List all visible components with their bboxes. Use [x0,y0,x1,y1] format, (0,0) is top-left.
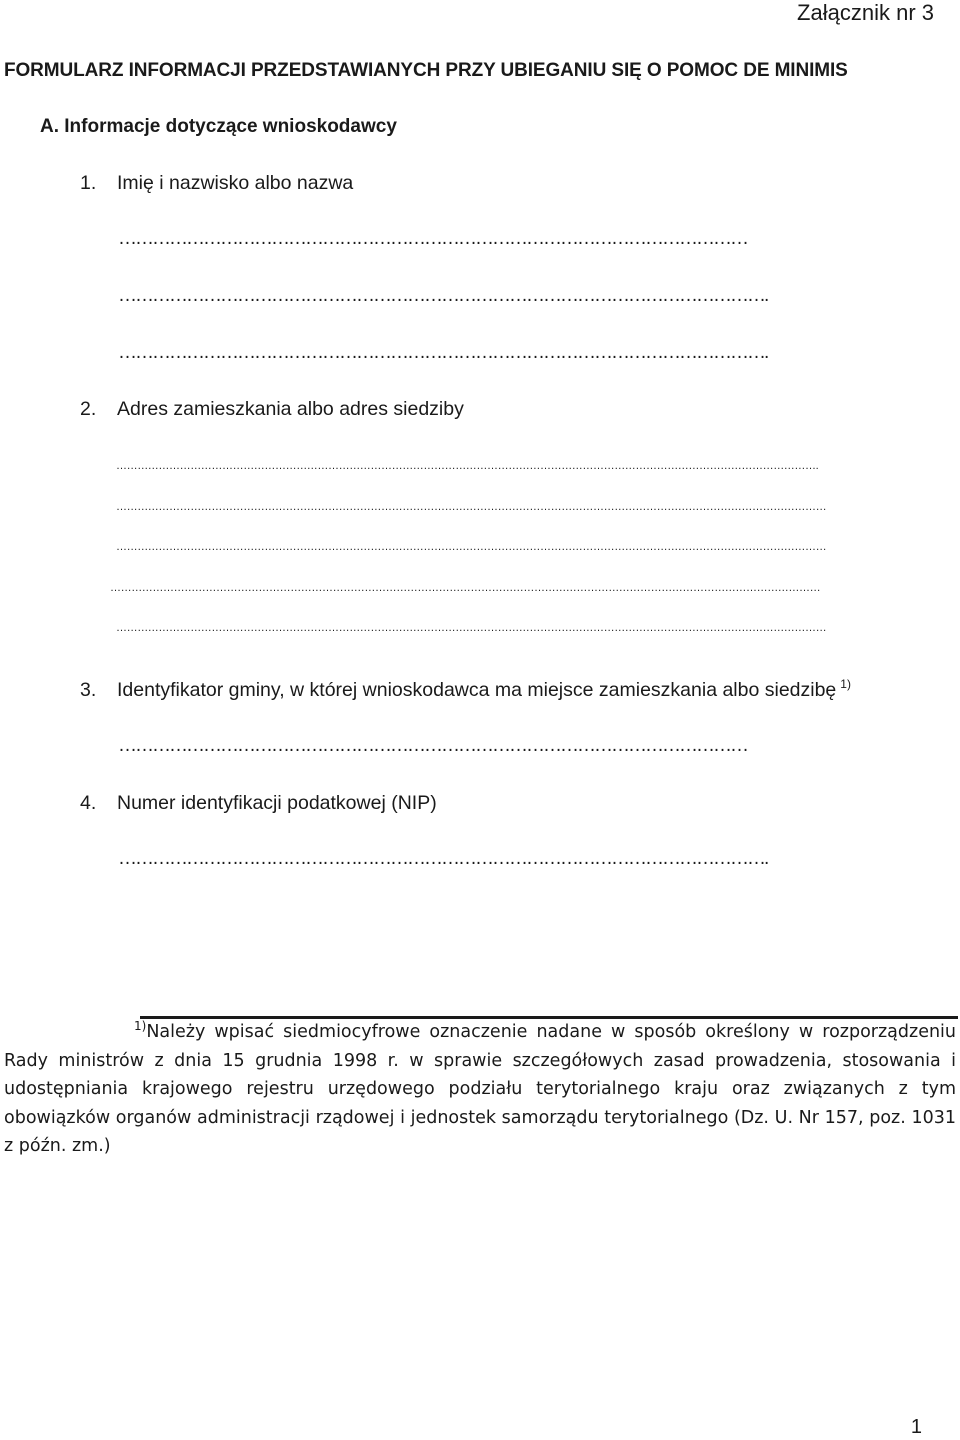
fill-line[interactable]: ……………………………………………………………………………………………………. [118,848,768,869]
item-text: Identyfikator gminy, w której wnioskodawca ma miejsce zamieszkania albo siedzibę [117,679,837,701]
fill-line[interactable]: ……………………………………………………………………………………………………. [118,285,768,306]
item-text: Imię i nazwisko albo nazwa [117,172,354,194]
fill-line[interactable]: ………………………………………………………………………………………………… [118,228,747,249]
form-title: FORMULARZ INFORMACJI PRZEDSTAWIANYCH PRZY UBIEGANIU SIĘ O POMOC DE MINIMIS [4,60,848,81]
item-text: Numer identyfikacji podatkowej (NIP) [117,792,437,814]
fill-line[interactable]: ………………………………………………………………………………………………………………………………………………………………………………. [116,460,819,472]
item-text: Adres zamieszkania albo adres siedziby [117,398,464,420]
item-number: 1. [80,172,97,194]
fill-line[interactable]: ………………………………………………………………………………………………… [118,735,747,756]
item-number: 3. [80,679,97,701]
annex-label: Załącznik nr 3 [797,0,934,25]
fill-line[interactable]: ………………………………………………………………………………………………………………………………………………………………………………… [116,541,827,553]
fill-line[interactable]: ………………………………………………………………………………………………………………………………………………………………………………… [110,582,821,594]
item-number: 2. [80,398,97,420]
item-4-label [80,792,437,815]
footnote-ref: 1) [840,677,851,691]
section-a-heading: A. Informacje dotyczące wnioskodawcy [40,116,397,137]
footnote-marker: 1) [134,1019,147,1033]
footnote-text: Należy wpisać siedmiocyfrowe oznaczenie nadane w sposób określony w rozporządzeniu Rady ministrów z dnia 15 grudnia 1998 r. w sprawie szczegółowych zasad prowadzenia, stosowania i udostępniania krajowego rejestru urzędowego podziału terytorialnego kraju oraz związanych z tym obowiązków organów administracji rządowej i jednostek samorządu terytorialnego (Dz. U. Nr 157, poz. 1031 z późn. zm.) [4,1022,956,1156]
fill-line[interactable]: ………………………………………………………………………………………………………………………………………………………………………………… [116,501,827,513]
page-number: 1 [910,1416,922,1438]
fill-line[interactable]: ………………………………………………………………………………………………………………………………………………………………………………… [116,622,827,634]
item-number: 4. [80,792,97,814]
footnote [4,1018,956,1160]
item-2-label [80,398,464,421]
item-1-label [80,172,353,195]
fill-line[interactable]: ……………………………………………………………………………………………………. [118,342,768,363]
item-3-label [80,679,851,702]
